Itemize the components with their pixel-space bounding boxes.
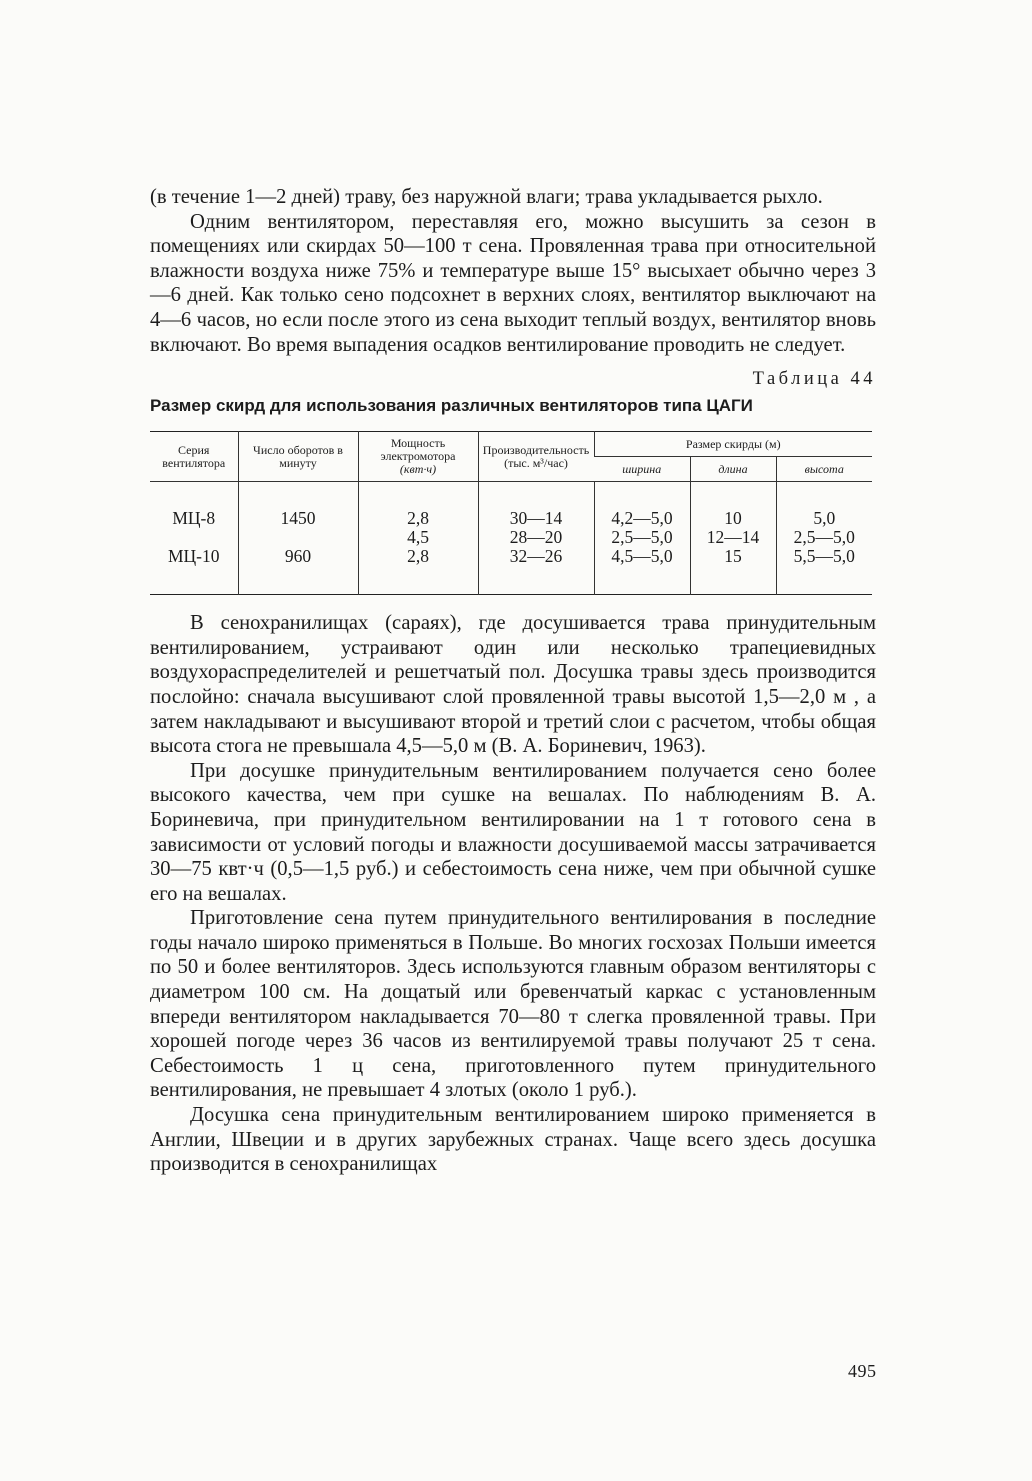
page-body: [150, 185, 876, 1177]
cell-value: 4,2—5,0: [611, 508, 673, 529]
cell-width: [594, 482, 690, 595]
cell-capacity: [478, 482, 594, 595]
table-row: [150, 482, 872, 595]
cell-series: [150, 482, 238, 595]
header-power: [358, 432, 478, 482]
cell-value: 32—26: [509, 546, 563, 567]
header-capacity-label: Производительность: [482, 442, 590, 457]
cell-value: [152, 528, 236, 547]
cell-value: 10: [724, 508, 742, 529]
paragraph-5: Приготовление сена путем принудительного вентилирования в последние годы начало широко применяться в Польше. Во многих госхозах Польши имеется по 50 и более вентиляторов. Здесь используются главным образом вентиляторы с диаметром 100 см. На дощатый или бревенчатый каркас с установленным впереди вентилятором накладывается 70—80 т слегка провяленной травы. При хорошей погоде через 36 часов из вентилируемой травы получают 25 т сена. Себестоимость 1 ц сена, приготовленного путем принудительного вентилирования, не превышает 4 злотых (около 1 руб.).: [150, 907, 876, 1102]
header-length: длина: [690, 457, 776, 482]
header-series: Серия вентилятора: [150, 432, 238, 482]
cell-value: [241, 528, 356, 547]
cell-value: 28—20: [509, 527, 563, 548]
page-number: 495: [848, 1361, 877, 1381]
header-size-group: Размер скирды (м): [594, 432, 872, 457]
cell-value: 12—14: [706, 527, 760, 548]
cell-value: 960: [284, 546, 312, 567]
cell-length: [690, 482, 776, 595]
paragraph-1: (в течение 1—2 дней) траву, без наружной влаги; трава укладывается рыхло.: [150, 186, 823, 208]
cell-rpm: [238, 482, 358, 595]
paragraph-3: В сенохранилищах (сараях), где досушивается трава принудительным вентилированием, устраивают один или несколько трапециевидных воздухораспределителей и решетчатый пол. Досушка травы здесь производится послойно: сначала высушивают слой провяленной травы высотой 1,5—2,0 м , а затем накладывают и высушивают второй и третий слои с расчетом, чтобы общая высота стога не превышала 4,5—5,0 м (В. А. Бориневич, 1963).: [150, 612, 876, 758]
cell-power: [358, 482, 478, 595]
cell-value: 2,5—5,0: [793, 527, 855, 548]
header-capacity: [478, 432, 594, 482]
paragraph-6: Досушка сена принудительным вентилированием широко применяется в Англии, Швеции и в других зарубежных странах. Чаще всего здесь досушка производится в сенохранилищах: [150, 1104, 876, 1176]
cell-value: МЦ-8: [172, 508, 216, 529]
header-rpm: Число оборотов в минуту: [238, 432, 358, 482]
cell-value: 4,5—5,0: [611, 546, 673, 567]
cell-value: 1450: [280, 508, 316, 529]
paragraph-4: При досушке принудительным вентилированием получается сено более высокого качества, чем при сушке на вешалах. По наблюдениям В. А. Бориневича, при принудительном вентилировании на 1 т готового сена в зависимости от условий погоды и влажности досушиваемой массы затрачивается 30—75 квт·ч (0,5—1,5 руб.) и себестоимость сена ниже, чем при обычной сушке его на вешалах.: [150, 759, 876, 905]
header-power-label: Мощность электромотора: [380, 436, 456, 464]
table-number: Таблица 44: [752, 369, 876, 390]
paragraph-2: Одним вентилятором, переставляя его, можно высушить за сезон в помещениях или скирдах 50—100 т сена. Провяленная трава при относительной влажности воздуха ниже 75% и температуре выше 15° высыхает обычно через 3—6 дней. Как только сено подсохнет в верхних слоях, вентилятор выключают на 4—6 часов, но если после этого из сена выходит теплый воздух, вентилятор вновь включают. Во время выпадения осадков вентилирование проводить не следует.: [150, 210, 876, 356]
cell-value: 2,8: [407, 508, 429, 529]
header-height: высота: [776, 457, 872, 482]
cell-value: МЦ-10: [167, 546, 220, 567]
cell-value: 2,8: [407, 546, 429, 567]
cell-value: 5,5—5,0: [793, 546, 855, 567]
table-title: Размер скирд для использования различных вентиляторов типа ЦАГИ: [150, 396, 753, 416]
cell-height: [776, 482, 872, 595]
ventilator-table: [150, 431, 872, 595]
cell-value: 4,5: [407, 527, 429, 548]
cell-value: 30—14: [509, 508, 563, 529]
header-power-unit: (квт·ч): [399, 462, 437, 477]
cell-value: 15: [724, 546, 742, 567]
header-capacity-unit: (тыс. м³/час): [504, 455, 568, 470]
header-width: ширина: [594, 457, 690, 482]
cell-value: 5,0: [813, 508, 836, 529]
cell-value: 2,5—5,0: [611, 527, 673, 548]
